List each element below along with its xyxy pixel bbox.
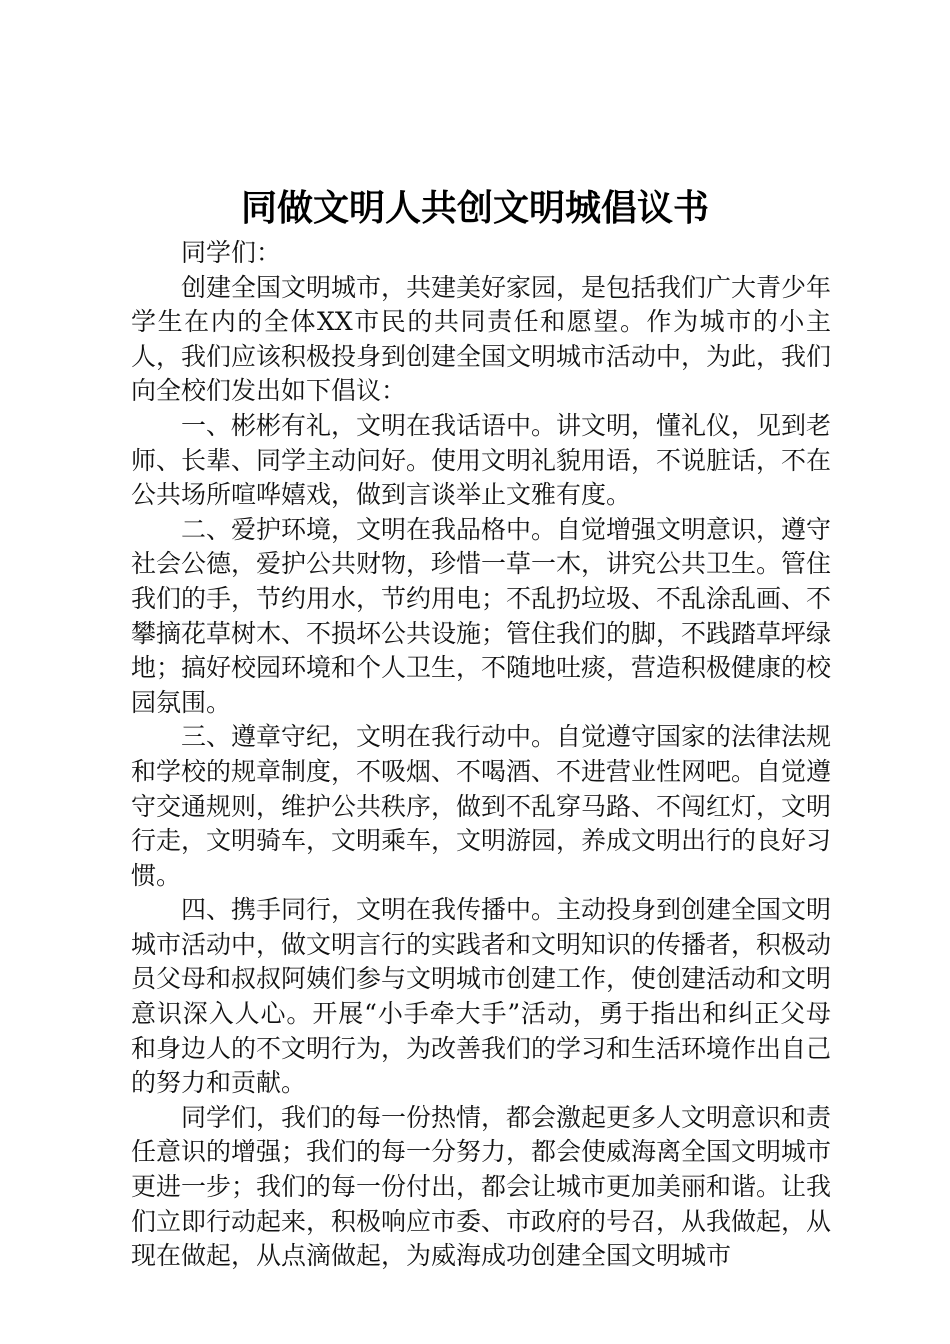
document-body bbox=[131, 236, 831, 1274]
greeting: 同学们： bbox=[181, 238, 282, 267]
paragraph-point-1: 一、彬彬有礼，文明在我话语中。讲文明，懂礼仪，见到老师、长辈、同学主动问好。使用文明礼貌用语，不说脏话，不在公共场所喧哗嬉戏，做到言谈举止文雅有度。 bbox=[131, 410, 832, 510]
document-title: 同做文明人共创文明城倡议书 bbox=[240, 188, 709, 229]
paragraph-point-4: 四、携手同行，文明在我传播中。主动投身到创建全国文明城市活动中，做文明言行的实践者和文明知识的传播者，积极动员父母和叔叔阿姨们参与文明城市创建工作，使创建活动和文明意识深入人心。开展“小手牵大手”活动，勇于指出和纠正父母和身边人的不文明行为，为改善我们的学习和生活环境作出自己的努力和贡献。 bbox=[131, 895, 832, 1098]
paragraph-intro: 创建全国文明城市，共建美好家园，是包括我们广大青少年学生在内的全体XX市民的共同责任和愿望。作为城市的小主人，我们应该积极投身到创建全国文明城市活动中，为此，我们向全校们发出如下倡议： bbox=[131, 272, 832, 406]
paragraph-point-3: 三、遵章守纪，文明在我行动中。自觉遵守国家的法律法规和学校的规章制度，不吸烟、不喝酒、不进营业性网吧。自觉遵守交通规则，维护公共秩序，做到不乱穿马路、不闯红灯，文明行走，文明骑车，文明乘车，文明游园，养成文明出行的良好习惯。 bbox=[131, 722, 832, 890]
paragraph-point-2: 二、爱护环境，文明在我品格中。自觉增强文明意识，遵守社会公德，爱护公共财物，珍惜一草一木，讲究公共卫生。管住我们的手，节约用水，节约用电；不乱扔垃圾、不乱涂乱画、不攀摘花草树木、不损坏公共设施；管住我们的脚，不践踏草坪绿地；搞好校园环境和个人卫生，不随地吐痰，营造积极健康的校园氛围。 bbox=[131, 514, 832, 717]
paragraph-closing: 同学们，我们的每一份热情，都会激起更多人文明意识和责任意识的增强；我们的每一分努力，都会使威海离全国文明城市更进一步；我们的每一份付出，都会让城市更加美丽和谐。让我们立即行动起来，积极响应市委、市政府的号召，从我做起，从现在做起，从点滴做起，为威海成功创建全国文明城市 bbox=[131, 1102, 832, 1271]
